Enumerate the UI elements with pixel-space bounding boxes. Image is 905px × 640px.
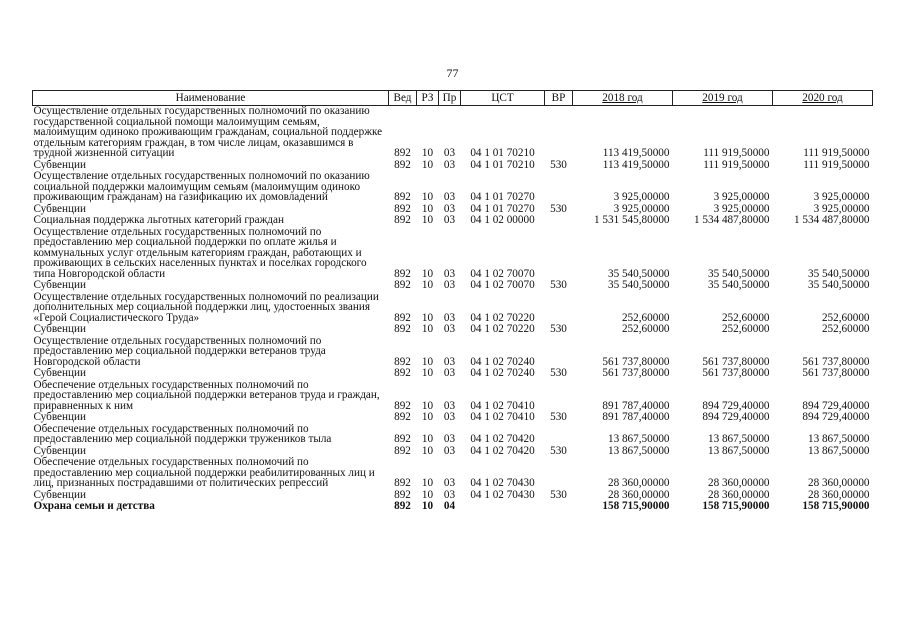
table-row <box>33 380 873 413</box>
row-rz: 10 <box>421 323 434 335</box>
row-amount-2020: 35 540,50000 <box>807 267 870 280</box>
row-amount-2020: 111 919,50000 <box>803 158 870 171</box>
row-vr <box>545 215 573 227</box>
row-amount-2019: 13 867,50000 <box>707 444 770 457</box>
row-ved: 892 <box>394 267 411 280</box>
row-amount-2020: 252,60000 <box>821 323 870 335</box>
table-row <box>33 336 873 369</box>
row-amount-2020: 894 729,40000 <box>802 411 870 423</box>
row-pr: 03 <box>443 433 456 445</box>
row-pr: 03 <box>443 214 456 226</box>
row-pr: 03 <box>443 158 456 171</box>
row-amount-2020: 1 534 487,80000 <box>793 214 870 226</box>
row-amount-2018: 35 540,50000 <box>607 279 670 291</box>
row-amount-2019: 13 867,50000 <box>707 433 770 445</box>
row-pr: 03 <box>443 399 456 412</box>
table-row <box>33 324 873 336</box>
row-amount-2018: 252,60000 <box>621 311 670 324</box>
row-amount-2018: 1 531 545,80000 <box>593 214 670 226</box>
row-amount-2020: 894 729,40000 <box>802 399 870 412</box>
row-vr <box>545 380 573 413</box>
row-pr: 03 <box>443 488 456 501</box>
row-vr: 530 <box>550 488 567 501</box>
row-amount-2019: 35 540,50000 <box>707 267 770 280</box>
row-amount-2019: 1 534 487,80000 <box>693 214 770 226</box>
row-amount-2019: 158 715,90000 <box>702 500 770 512</box>
row-cst: 04 1 01 70210 <box>470 158 535 171</box>
row-cst: 04 1 02 70220 <box>470 323 535 335</box>
row-rz: 10 <box>421 147 434 159</box>
row-cst: 04 1 02 70430 <box>470 477 535 489</box>
row-ved: 892 <box>394 202 411 215</box>
row-amount-2020: 111 919,50000 <box>803 147 870 159</box>
budget-table <box>32 90 873 513</box>
row-cst: 04 1 02 70240 <box>470 355 535 368</box>
row-vr: 530 <box>550 202 567 215</box>
row-name: Осуществление отдельных государственных полномочий по реализации дополнительных мер социальной поддержки лиц, удостоенных звания «Герой Социалистического Труда» <box>33 290 379 324</box>
row-name: Субвенции <box>33 411 86 423</box>
row-amount-2020: 28 360,00000 <box>807 477 870 489</box>
row-ved: 892 <box>394 191 411 203</box>
row-pr: 03 <box>443 411 456 423</box>
row-amount-2019: 28 360,00000 <box>707 488 770 501</box>
row-rz: 10 <box>421 399 434 412</box>
table-row <box>33 412 873 424</box>
row-amount-2019: 561 737,80000 <box>702 355 770 368</box>
row-rz: 10 <box>421 214 434 226</box>
row-rz: 10 <box>421 311 434 324</box>
row-amount-2020: 35 540,50000 <box>807 279 870 291</box>
row-name: Осуществление отдельных государственных полномочий по предоставлению мер социальной поддержки по оплате жилья и коммунальных услуг отдельным категориям граждан, работающих и проживающих в сельских населенных пунктах и поселках городского типа Новгородской области <box>33 225 367 280</box>
row-vr <box>545 171 573 204</box>
row-amount-2019: 894 729,40000 <box>702 399 770 412</box>
row-name: Субвенции <box>33 158 86 171</box>
row-ved: 892 <box>394 158 411 171</box>
row-amount-2018: 3 925,00000 <box>613 191 670 203</box>
row-ved: 892 <box>394 411 411 423</box>
row-vr: 530 <box>550 158 567 171</box>
row-pr: 03 <box>443 355 456 368</box>
row-amount-2018: 252,60000 <box>621 323 670 335</box>
row-vr <box>545 106 573 160</box>
table-row <box>33 424 873 446</box>
table-row <box>33 171 873 204</box>
row-ved: 892 <box>394 477 411 489</box>
row-name: Осуществление отдельных государственных полномочий по предоставлению мер социальной поддержки ветеранов труда Новгородской области <box>33 334 326 368</box>
row-amount-2018: 13 867,50000 <box>607 433 670 445</box>
row-pr: 03 <box>443 279 456 291</box>
row-pr: 03 <box>443 147 456 159</box>
row-amount-2018: 891 787,40000 <box>602 411 670 423</box>
row-vr: 530 <box>550 411 567 423</box>
row-ved: 892 <box>394 214 411 226</box>
page-number: 77 <box>446 66 459 80</box>
table-row <box>33 215 873 227</box>
row-name: Обеспечение отдельных государственных полномочий по предоставлению мер социальной поддержки реабилитированных лиц и лиц, признанных пострадавшими от политических репрессий <box>33 456 375 489</box>
row-amount-2019: 3 925,00000 <box>713 191 770 203</box>
row-cst: 04 1 02 00000 <box>470 214 535 226</box>
row-amount-2020: 158 715,90000 <box>802 500 870 512</box>
row-pr: 03 <box>443 311 456 324</box>
row-amount-2019: 111 919,50000 <box>703 147 770 159</box>
header-ved: Вед <box>389 91 417 106</box>
row-ved: 892 <box>394 367 411 379</box>
table-row <box>33 292 873 325</box>
row-ved: 892 <box>394 500 411 512</box>
row-rz: 10 <box>421 488 434 501</box>
row-amount-2020: 3 925,00000 <box>813 191 870 203</box>
row-cst: 04 1 02 70240 <box>470 367 535 379</box>
row-amount-2020: 28 360,00000 <box>807 488 870 501</box>
row-name: Обеспечение отдельных государственных полномочий по предоставлению мер социальной поддержки ветеранов труда и граждан, приравненных к ним <box>33 378 380 412</box>
header-pr: Пр <box>439 91 461 106</box>
row-vr <box>545 424 573 446</box>
table-body <box>33 106 873 513</box>
row-ved: 892 <box>394 444 411 457</box>
table-row <box>33 280 873 292</box>
row-pr: 04 <box>443 500 456 512</box>
row-rz: 10 <box>421 500 434 512</box>
row-vr: 530 <box>550 279 567 291</box>
row-amount-2020: 561 737,80000 <box>802 355 870 368</box>
row-ved: 892 <box>394 323 411 335</box>
row-name: Субвенции <box>33 279 86 291</box>
header-2018: 2018 год <box>573 91 673 106</box>
row-amount-2018: 3 925,00000 <box>613 202 670 215</box>
header-name: Наименование <box>33 91 389 106</box>
header-cst: ЦСТ <box>461 91 545 106</box>
row-cst: 04 1 02 70070 <box>470 279 535 291</box>
row-name: Субвенции <box>33 488 86 501</box>
row-cst <box>461 501 545 513</box>
row-vr: 530 <box>550 367 567 379</box>
row-amount-2018: 561 737,80000 <box>602 355 670 368</box>
row-cst: 04 1 02 70070 <box>470 267 535 280</box>
row-rz: 10 <box>421 367 434 379</box>
row-amount-2018: 35 540,50000 <box>607 267 670 280</box>
header-2020: 2020 год <box>773 91 873 106</box>
row-amount-2020: 561 737,80000 <box>802 367 870 379</box>
header-vr: ВР <box>545 91 573 106</box>
row-name: Субвенции <box>33 202 86 215</box>
header-rz: РЗ <box>417 91 439 106</box>
row-pr: 03 <box>443 477 456 489</box>
row-vr <box>545 227 573 281</box>
row-name: Обеспечение отдельных государственных полномочий по предоставлению мер социальной поддержки тружеников тыла <box>33 422 332 445</box>
row-amount-2019: 3 925,00000 <box>713 202 770 215</box>
header-2019: 2019 год <box>673 91 773 106</box>
row-cst: 04 1 02 70410 <box>470 411 535 423</box>
row-rz: 10 <box>421 267 434 280</box>
row-cst: 04 1 01 70210 <box>470 147 535 159</box>
row-name: Социальная поддержка льготных категорий граждан <box>33 214 284 226</box>
row-vr: 530 <box>550 444 567 457</box>
row-pr: 03 <box>443 202 456 215</box>
row-ved: 892 <box>394 311 411 324</box>
row-ved: 892 <box>394 399 411 412</box>
row-amount-2020: 3 925,00000 <box>813 202 870 215</box>
row-amount-2018: 891 787,40000 <box>602 399 670 412</box>
table-header <box>33 91 873 106</box>
row-amount-2020: 252,60000 <box>821 311 870 324</box>
row-ved: 892 <box>394 433 411 445</box>
row-name: Осуществление отдельных государственных полномочий по оказанию социальной поддержки малоимущим семьям (малоимущим одиноко проживающим гражданам) на газификацию их домовладений <box>33 170 370 203</box>
row-vr <box>545 457 573 490</box>
table-row <box>33 227 873 281</box>
row-amount-2019: 252,60000 <box>721 311 770 324</box>
row-amount-2018: 28 360,00000 <box>607 488 670 501</box>
row-cst: 04 1 02 70430 <box>470 488 535 501</box>
row-name: Субвенции <box>33 323 86 335</box>
row-pr: 03 <box>443 191 456 203</box>
row-amount-2019: 28 360,00000 <box>707 477 770 489</box>
row-cst: 04 1 02 70220 <box>470 311 535 324</box>
table-row <box>33 368 873 380</box>
row-ved: 892 <box>394 355 411 368</box>
row-pr: 03 <box>443 367 456 379</box>
row-cst: 04 1 01 70270 <box>470 202 535 215</box>
row-amount-2019: 252,60000 <box>721 323 770 335</box>
row-rz: 10 <box>421 202 434 215</box>
row-name: Субвенции <box>33 444 86 457</box>
row-cst: 04 1 02 70420 <box>470 433 535 445</box>
row-rz: 10 <box>421 433 434 445</box>
row-pr: 03 <box>443 323 456 335</box>
row-amount-2018: 28 360,00000 <box>607 477 670 489</box>
row-rz: 10 <box>421 191 434 203</box>
row-rz: 10 <box>421 411 434 423</box>
row-amount-2018: 561 737,80000 <box>602 367 670 379</box>
row-rz: 10 <box>421 444 434 457</box>
row-ved: 892 <box>394 279 411 291</box>
row-amount-2020: 13 867,50000 <box>807 444 870 457</box>
row-pr: 03 <box>443 267 456 280</box>
row-amount-2018: 13 867,50000 <box>607 444 670 457</box>
row-ved: 892 <box>394 488 411 501</box>
row-rz: 10 <box>421 355 434 368</box>
row-rz: 10 <box>421 158 434 171</box>
row-cst: 04 1 02 70410 <box>470 399 535 412</box>
row-ved: 892 <box>394 147 411 159</box>
row-pr: 03 <box>443 444 456 457</box>
table-row <box>33 457 873 490</box>
row-cst: 04 1 01 70270 <box>470 191 535 203</box>
row-vr <box>545 292 573 325</box>
table-row <box>33 501 873 513</box>
row-name: Охрана семьи и детства <box>33 500 155 512</box>
row-amount-2019: 894 729,40000 <box>702 411 770 423</box>
row-amount-2020: 13 867,50000 <box>807 433 870 445</box>
row-name: Осуществление отдельных государственных полномочий по оказанию государственной социальной помощи малоимущим семьям, малоимущим одиноко проживающим гражданам, социальной поддержке отдельным категориям граждан, в том числе лицам, оказавшимся в трудной жизненной ситуации <box>33 105 383 159</box>
row-vr: 530 <box>550 323 567 335</box>
row-amount-2019: 561 737,80000 <box>702 367 770 379</box>
row-amount-2018: 113 419,50000 <box>602 158 670 171</box>
row-name: Субвенции <box>33 367 86 379</box>
row-amount-2019: 35 540,50000 <box>707 279 770 291</box>
row-rz: 10 <box>421 477 434 489</box>
row-amount-2019: 111 919,50000 <box>703 158 770 171</box>
row-amount-2018: 158 715,90000 <box>602 500 670 512</box>
table-row <box>33 106 873 160</box>
row-cst: 04 1 02 70420 <box>470 444 535 457</box>
row-vr <box>545 336 573 369</box>
row-rz: 10 <box>421 279 434 291</box>
row-amount-2018: 113 419,50000 <box>602 147 670 159</box>
row-vr <box>545 501 573 513</box>
